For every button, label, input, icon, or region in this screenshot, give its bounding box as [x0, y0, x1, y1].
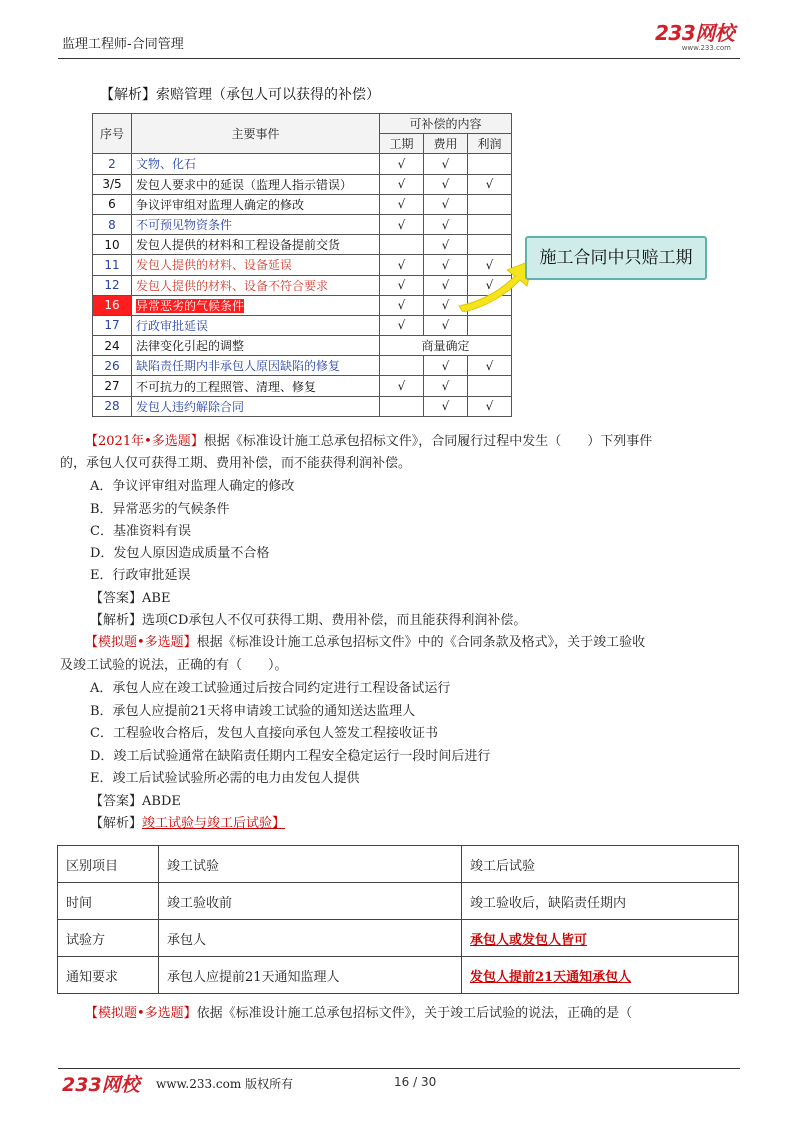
- analysis-label: 【解析】: [90, 816, 143, 831]
- header-title: 监理工程师-合同管理: [62, 37, 184, 52]
- profit-check: [468, 194, 512, 214]
- period-check: √: [380, 174, 424, 194]
- answer-label: 【答案】: [90, 794, 143, 809]
- table-row: [58, 846, 739, 883]
- cost-check: √: [424, 356, 468, 376]
- page-number: 16 / 30: [394, 1075, 437, 1089]
- option-c: C．工程验收合格后，发包人直接向承包人签发工程接收证书: [90, 726, 438, 741]
- row-no: 27: [93, 376, 132, 396]
- cost-check: √: [424, 275, 468, 295]
- question-2-stem-cont: 及竣工试验的说法，正确的有（ ）。: [60, 658, 288, 673]
- table-cell: 试验方: [58, 920, 159, 957]
- col-header-no: 序号: [93, 114, 132, 154]
- logo-url: www.233.com: [681, 44, 731, 52]
- option-b: B．承包人应提前21天将申请竣工试验的通知送达监理人: [90, 704, 416, 719]
- question-stem-text: 依据《标准设计施工总承包招标文件》，关于竣工后试验的说法，正确的是（: [196, 1006, 633, 1021]
- row-event: 异常恶劣的气候条件: [136, 298, 245, 313]
- row-no: 8: [93, 214, 132, 234]
- profit-check: √: [468, 255, 512, 275]
- option-a: A．承包人应在竣工试验通过后按合同约定进行工程设备试运行: [90, 681, 451, 696]
- question-tag: 【模拟题•多选题】: [85, 1006, 197, 1021]
- answer-value: ABE: [142, 591, 171, 606]
- bracket-label: 【解析】: [100, 87, 156, 103]
- row-event: 争议评审组对监理人确定的修改: [132, 194, 380, 214]
- row-no: 12: [93, 275, 132, 295]
- question-tag: 【模拟题•多选题】: [85, 635, 197, 650]
- table-row: [93, 214, 512, 234]
- answer-line: [90, 589, 170, 609]
- table-cell: 竣工验收前: [159, 883, 462, 920]
- merged-cell: 商量确定: [380, 336, 512, 356]
- period-check: [380, 235, 424, 255]
- header-divider: [58, 58, 740, 59]
- claim-table: [92, 113, 512, 417]
- table-cell: 承包人: [159, 920, 462, 957]
- question-tag: 【2021年•多选题】: [85, 434, 204, 449]
- table-row: [93, 174, 512, 194]
- footer-divider: [58, 1068, 740, 1069]
- table-cell: 区别项目: [58, 846, 159, 883]
- table-cell: 竣工试验: [159, 846, 462, 883]
- row-event: 发包人违约解除合同: [132, 396, 380, 416]
- cost-check: √: [424, 255, 468, 275]
- table-row: [58, 883, 739, 920]
- option-b: B．异常恶劣的气候条件: [90, 502, 230, 517]
- profit-check: √: [468, 356, 512, 376]
- cost-check: √: [424, 295, 468, 315]
- brand-logo: [655, 22, 737, 56]
- table-row: [58, 957, 739, 994]
- question-1-stem: [85, 432, 745, 452]
- profit-check: √: [468, 396, 512, 416]
- section-heading: [100, 84, 380, 104]
- logo-text: 233网校: [655, 21, 735, 45]
- table-row: [93, 255, 512, 275]
- cost-check: √: [424, 214, 468, 234]
- period-check: √: [380, 376, 424, 396]
- table-cell: 竣工后试验: [462, 846, 739, 883]
- table-row: [93, 315, 512, 335]
- row-no: 26: [93, 356, 132, 376]
- footer-copyright: www.233.com 版权所有: [156, 1077, 294, 1091]
- table-row: [93, 396, 512, 416]
- table-row: [93, 154, 512, 174]
- row-no: 2: [93, 154, 132, 174]
- table-cell: 发包人提前21天通知承包人: [470, 969, 632, 985]
- table-row: [58, 920, 739, 957]
- comparison-table: [57, 845, 739, 994]
- profit-check: [468, 376, 512, 396]
- period-check: √: [380, 214, 424, 234]
- answer-value: ABDE: [142, 794, 181, 809]
- option-a: A．争议评审组对监理人确定的修改: [90, 479, 295, 494]
- profit-check: [468, 154, 512, 174]
- table-row: [93, 235, 512, 255]
- question-3-stem: [85, 1004, 745, 1024]
- table-cell: 竣工验收后，缺陷责任期内: [462, 883, 739, 920]
- row-event: 发包人提供的材料、设备不符合要求: [132, 275, 380, 295]
- profit-check: [468, 214, 512, 234]
- cost-check: √: [424, 174, 468, 194]
- table-cell: 通知要求: [58, 957, 159, 994]
- row-no: 24: [93, 336, 132, 356]
- row-event: 发包人要求中的延误（监理人指示错误）: [132, 174, 380, 194]
- row-no: 6: [93, 194, 132, 214]
- option-c: C．基准资料有误: [90, 524, 191, 539]
- profit-check: √: [468, 275, 512, 295]
- table-row: [93, 295, 512, 315]
- question-stem-text: 根据《标准设计施工总承包招标文件》，合同履行过程中发生（ ）下列事件: [203, 434, 653, 449]
- question-1-stem-cont: 的，承包人仅可获得工期、费用补偿，而不能获得利润补偿。: [60, 456, 412, 471]
- period-check: √: [380, 194, 424, 214]
- row-no: 17: [93, 315, 132, 335]
- question-stem-text: 根据《标准设计施工总承包招标文件》中的《合同条款及格式》，关于竣工验收: [196, 635, 646, 650]
- profit-check: √: [468, 174, 512, 194]
- row-no: 3/5: [93, 174, 132, 194]
- table-row: [93, 275, 512, 295]
- cost-check: √: [424, 154, 468, 174]
- option-d: D．发包人原因造成质量不合格: [90, 546, 270, 561]
- period-check: [380, 356, 424, 376]
- cost-check: √: [424, 396, 468, 416]
- row-event: 发包人提供的材料、设备延误: [132, 255, 380, 275]
- answer-line: [90, 792, 181, 812]
- col-header-group: 可补偿的内容: [380, 114, 512, 134]
- table-row: [93, 336, 512, 356]
- row-event: 缺陷责任期内非承包人原因缺陷的修复: [132, 356, 380, 376]
- cost-check: √: [424, 235, 468, 255]
- table-row: [93, 376, 512, 396]
- cost-check: √: [424, 194, 468, 214]
- analysis-label: 【解析】: [90, 613, 143, 628]
- col-header-period: 工期: [380, 134, 424, 154]
- table-cell: 时间: [58, 883, 159, 920]
- footer-logo: 233网校: [62, 1074, 140, 1096]
- analysis-line: [90, 611, 526, 631]
- period-check: √: [380, 315, 424, 335]
- row-event: 不可抗力的工程照管、清理、修复: [132, 376, 380, 396]
- option-e: E．行政审批延误: [90, 568, 191, 583]
- col-header-profit: 利润: [468, 134, 512, 154]
- row-event: 法律变化引起的调整: [132, 336, 380, 356]
- profit-check: [468, 315, 512, 335]
- row-event: 发包人提供的材料和工程设备提前交货: [132, 235, 380, 255]
- col-header-cost: 费用: [424, 134, 468, 154]
- cost-check: √: [424, 376, 468, 396]
- cost-check: √: [424, 315, 468, 335]
- section-title: 索赔管理（承包人可以获得的补偿）: [156, 87, 380, 103]
- analysis-text: 竣工试验与竣工后试验】: [142, 816, 286, 831]
- table-cell: 承包人应提前21天通知监理人: [159, 957, 462, 994]
- table-row: [93, 356, 512, 376]
- analysis-line: [90, 814, 285, 834]
- option-e: E．竣工后试验试验所必需的电力由发包人提供: [90, 771, 360, 786]
- row-event: 行政审批延误: [132, 315, 380, 335]
- period-check: √: [380, 154, 424, 174]
- row-event: 不可预见物资条件: [132, 214, 380, 234]
- option-d: D．竣工后试验通常在缺陷责任期内工程安全稳定运行一段时间后进行: [90, 749, 491, 764]
- row-no: 28: [93, 396, 132, 416]
- col-header-event: 主要事件: [132, 114, 380, 154]
- table-row: [93, 194, 512, 214]
- analysis-text: 选项CD承包人不仅可获得工期、费用补偿，而且能获得利润补偿。: [142, 613, 527, 628]
- callout-box: 施工合同中只赔工期: [525, 236, 707, 280]
- period-check: √: [380, 275, 424, 295]
- question-2-stem: [85, 633, 745, 653]
- row-event: 文物、化石: [132, 154, 380, 174]
- table-cell: 承包人或发包人皆可: [470, 932, 588, 948]
- period-check: √: [380, 255, 424, 275]
- row-no: 16: [93, 295, 132, 315]
- period-check: √: [380, 295, 424, 315]
- answer-label: 【答案】: [90, 591, 143, 606]
- row-no: 10: [93, 235, 132, 255]
- row-no: 11: [93, 255, 132, 275]
- period-check: [380, 396, 424, 416]
